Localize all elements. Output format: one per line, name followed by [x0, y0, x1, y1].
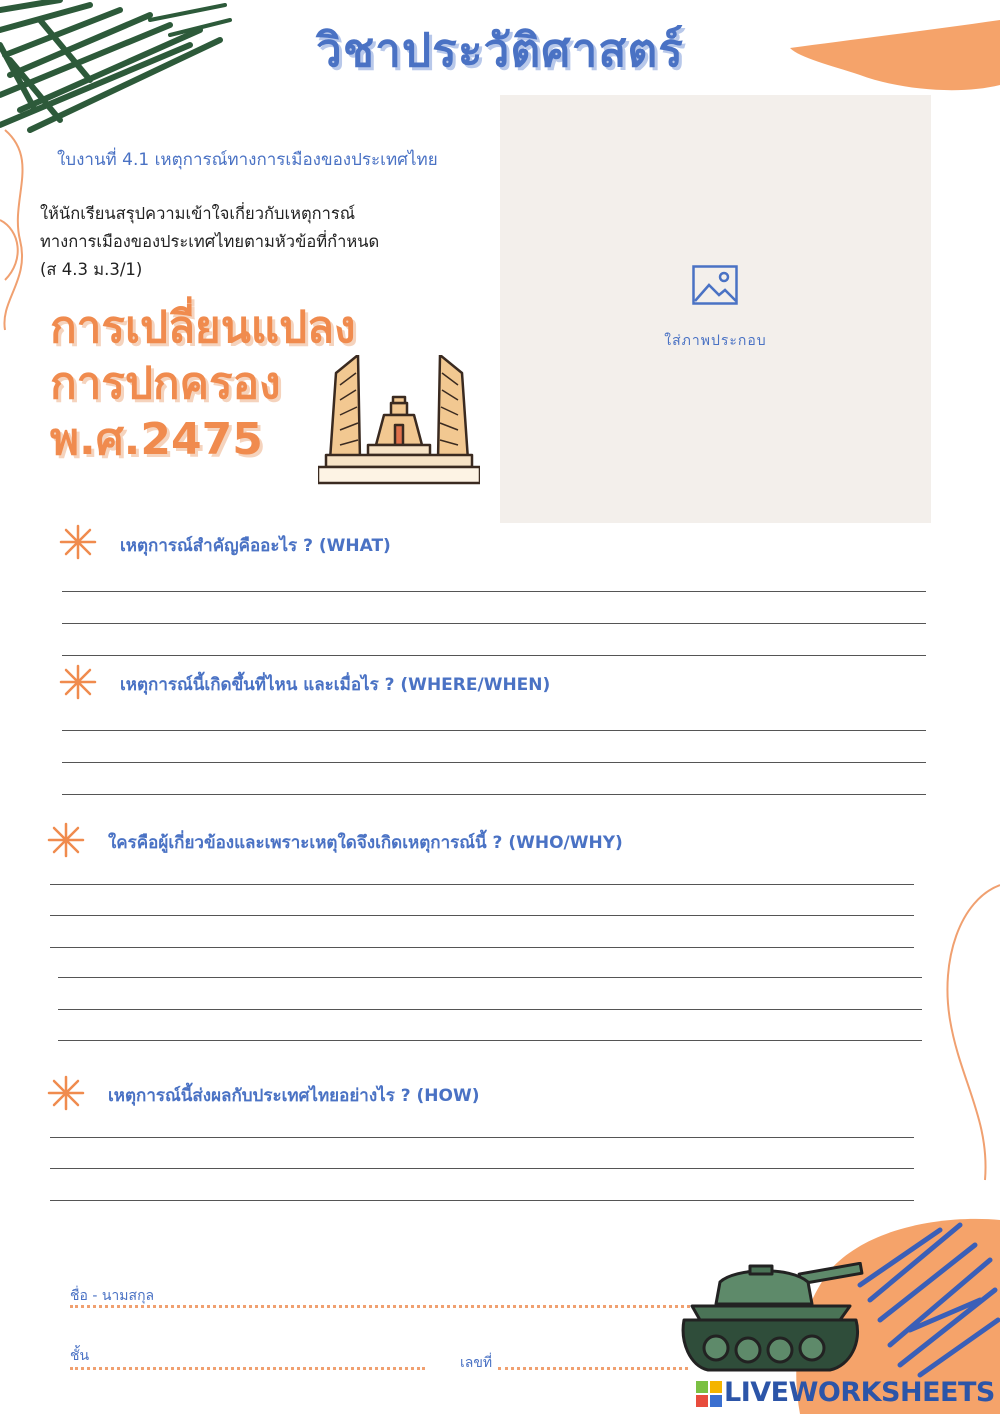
- topic-heading: [50, 300, 356, 468]
- page-title: วิชาประวัติศาสตร์: [316, 23, 684, 77]
- answer-line[interactable]: [62, 794, 926, 795]
- number-field[interactable]: [498, 1367, 688, 1370]
- image-placeholder-label: ใส่ภาพประกอบ: [664, 333, 767, 349]
- instruction-line: ทางการเมืองของประเทศไทยตามหัวข้อที่กำหนด: [40, 232, 380, 251]
- answer-line[interactable]: [50, 947, 914, 948]
- instruction-line: ให้นักเรียนสรุปความเข้าใจเกี่ยวกับเหตุการณ์: [40, 204, 356, 223]
- answer-line[interactable]: [62, 655, 926, 656]
- star-icon: [58, 522, 98, 562]
- answer-line[interactable]: [62, 762, 926, 763]
- class-label: ชั้น: [70, 1348, 90, 1364]
- star-icon: [58, 662, 98, 702]
- answer-line[interactable]: [62, 623, 926, 624]
- democracy-monument-illustration: [318, 355, 480, 487]
- answer-line[interactable]: [62, 591, 926, 592]
- star-icon: [46, 1073, 86, 1113]
- name-field[interactable]: [70, 1305, 690, 1308]
- question-where-when: เหตุการณ์นี้เกิดขึ้นที่ไหน และเมื่อไร ? (WHERE/WHEN): [120, 675, 551, 695]
- name-label: ชื่อ - นามสกุล: [70, 1288, 155, 1304]
- orange-curve-left: [4, 130, 22, 330]
- image-placeholder-box[interactable]: [500, 95, 931, 523]
- topic-heading-line: การปกครอง: [50, 358, 281, 409]
- answer-line[interactable]: [50, 1168, 914, 1169]
- answer-line[interactable]: [50, 915, 914, 916]
- topic-heading-line: พ.ศ.2475: [50, 414, 263, 465]
- answer-line[interactable]: [50, 1200, 914, 1201]
- answer-line[interactable]: [58, 1040, 922, 1041]
- answer-line[interactable]: [58, 977, 922, 978]
- answer-line[interactable]: [50, 884, 914, 885]
- question-how: เหตุการณ์นี้ส่งผลกับประเทศไทยอย่างไร ? (HOW): [108, 1086, 480, 1106]
- instruction-line: (ส 4.3 ม.3/1): [40, 260, 143, 279]
- class-field[interactable]: [70, 1367, 425, 1370]
- question-what: เหตุการณ์สำคัญคืออะไร ? (WHAT): [120, 536, 391, 556]
- instructions: [40, 200, 480, 284]
- star-icon: [46, 820, 86, 860]
- topic-heading-line: การเปลี่ยนแปลง: [50, 302, 356, 353]
- answer-line[interactable]: [50, 1137, 914, 1138]
- answer-line[interactable]: [58, 1009, 922, 1010]
- brand-watermark: LIVEWORKSHEETS: [724, 1377, 995, 1408]
- orange-curve-right: [947, 885, 1000, 1180]
- question-who-why: ใครคือผู้เกี่ยวข้องและเพราะเหตุใดจึงเกิดเหตุการณ์นี้ ? (WHO/WHY): [108, 833, 623, 853]
- answer-line[interactable]: [62, 730, 926, 731]
- worksheet-subtitle: ใบงานที่ 4.1 เหตุการณ์ทางการเมืองของประเทศไทย: [57, 150, 438, 170]
- liveworksheets-logo-icon: [696, 1381, 722, 1407]
- number-label: เลขที่: [460, 1355, 493, 1371]
- tank-illustration: [680, 1262, 865, 1382]
- image-icon: [692, 265, 738, 305]
